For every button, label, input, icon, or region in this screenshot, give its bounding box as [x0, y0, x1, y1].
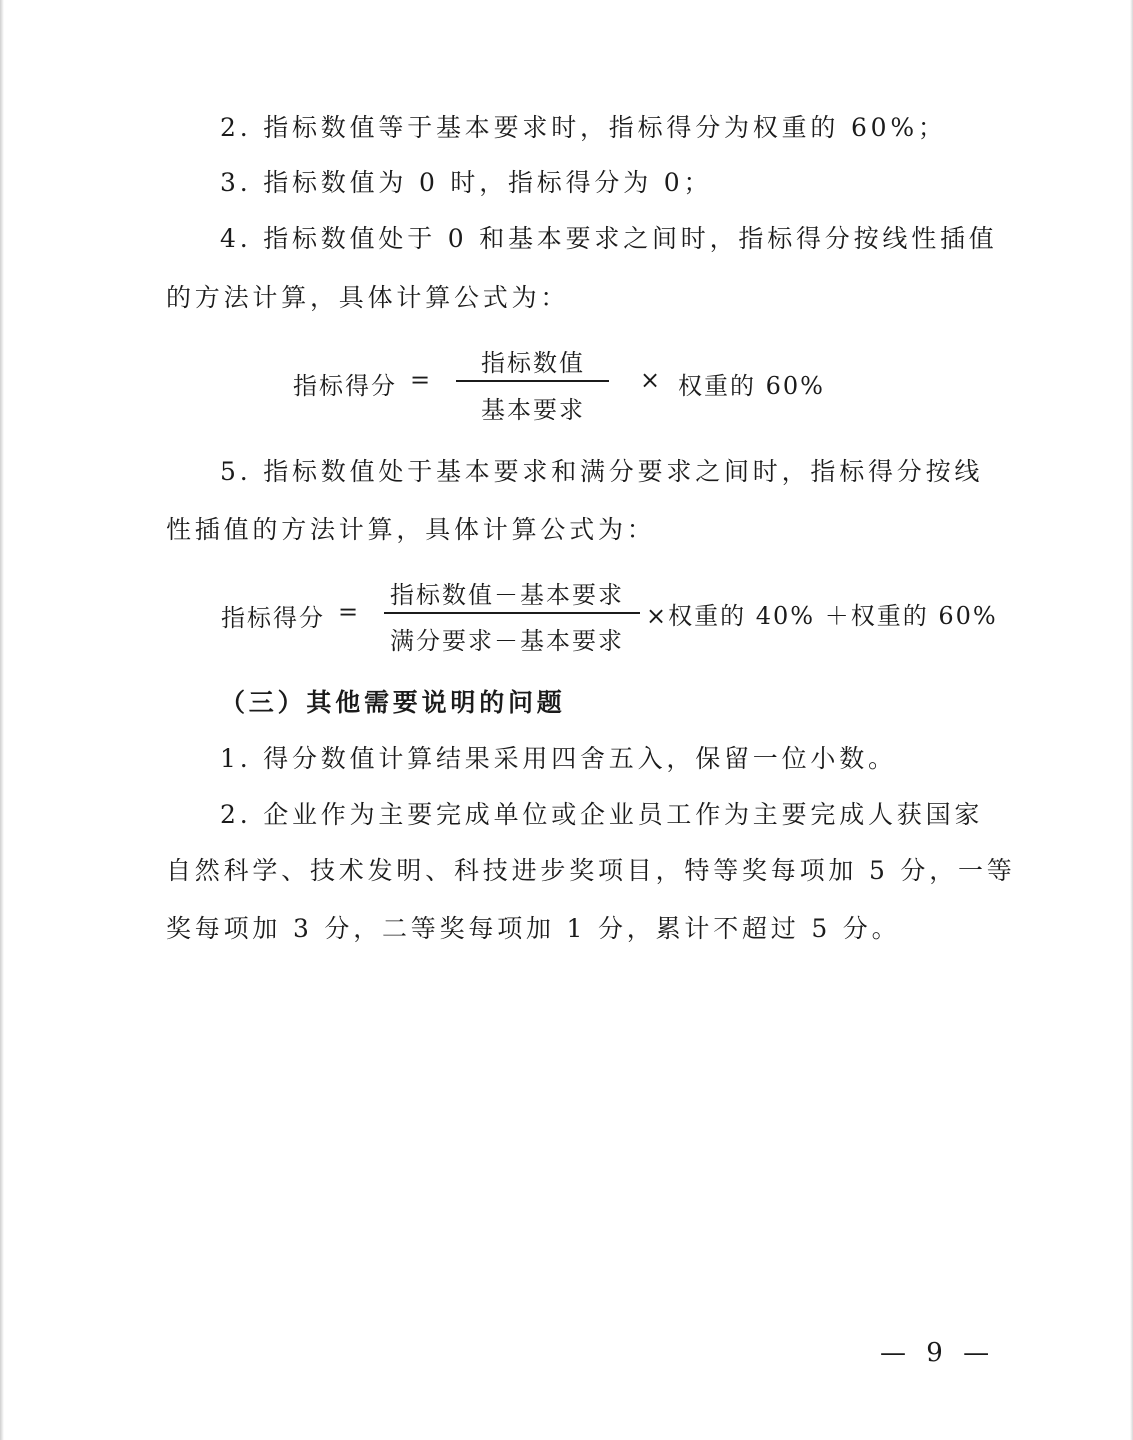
section-3-item-1: 1. 得分数值计算结果采用四舍五入，保留一位小数。 [220, 744, 897, 773]
paragraph-item-3: 3. 指标数值为 0 时，指标得分为 0； [220, 168, 713, 197]
paragraph-item-4-line-2: 的方法计算，具体计算公式为： [166, 283, 570, 312]
formula2-fraction-bar [384, 612, 640, 614]
formula2-denominator: 满分要求－基本要求 [390, 627, 624, 655]
formula1-numerator: 指标数值 [481, 349, 585, 377]
formula1-fraction-bar [456, 380, 609, 382]
formula2-rhs: ×权重的 40% ＋权重的 60% [646, 602, 998, 630]
formula1-rhs: 权重的 60% [678, 372, 825, 400]
paragraph-item-5-line-1: 5. 指标数值处于基本要求和满分要求之间时，指标得分按线 [220, 457, 984, 486]
formula1-lhs: 指标得分 [293, 372, 397, 400]
formula2-lhs: 指标得分 [221, 604, 325, 632]
paragraph-item-2: 2. 指标数值等于基本要求时，指标得分为权重的 60%； [220, 113, 947, 142]
formula1-times: × [640, 366, 663, 394]
section-3-item-2-line-1: 2. 企业作为主要完成单位或企业员工作为主要完成人获国家 [220, 800, 984, 829]
paragraph-item-5-line-2: 性插值的方法计算，具体计算公式为： [166, 515, 656, 544]
page-edge-left [0, 0, 4, 1440]
section-3-item-2-line-2: 自然科学、技术发明、科技进步奖项目，特等奖每项加 5 分，一等 [166, 856, 1016, 885]
section-3-heading: （三）其他需要说明的问题 [220, 688, 566, 717]
formula1-denominator: 基本要求 [481, 396, 585, 424]
page-number: — 9 — [880, 1338, 996, 1368]
formula1-equals: = [410, 366, 433, 394]
paragraph-item-4-line-1: 4. 指标数值处于 0 和基本要求之间时，指标得分按线性插值 [220, 224, 998, 253]
formula2-numerator: 指标数值－基本要求 [390, 581, 624, 609]
formula2-equals: = [338, 598, 361, 626]
section-3-item-2-line-3: 奖每项加 3 分，二等奖每项加 1 分，累计不超过 5 分。 [166, 914, 901, 943]
